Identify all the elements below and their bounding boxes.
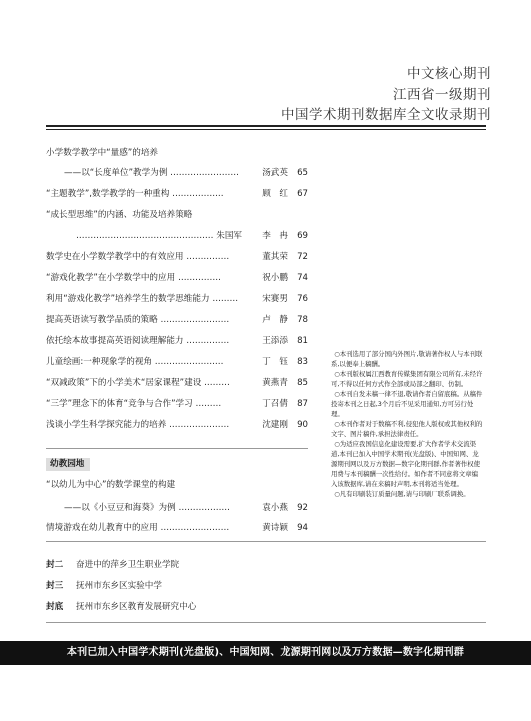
banner-top-rule — [46, 622, 486, 623]
section-divider — [46, 448, 308, 449]
toc-entry[interactable]: 浅谈小学生科学探究能力的培养 ………………… 沈建刚 90 — [46, 420, 308, 430]
bottom-divider — [46, 541, 486, 542]
publisher-notes — [331, 349, 483, 499]
top-rule-thick — [46, 125, 486, 127]
top-rule-thin — [46, 129, 486, 130]
toc-entry[interactable]: 数学史在小学数学教学中的有效应用 …………… 董其荣 72 — [46, 252, 308, 262]
toc-entry[interactable]: “以幼儿为中心”的数学课堂的构建 — [46, 480, 176, 490]
toc-entry[interactable]: ——以“长度单位”教学为例 …………………… 汤武英 65 — [64, 168, 308, 178]
toc-entry[interactable]: “主题教学”,数学教学的一种重构 ……………… 顾 红 67 — [46, 189, 308, 199]
note-item: ○凡有印刷装订质量问题,请与印刷厂联系调换。 — [334, 490, 470, 498]
indexing-banner: 本刊已加入中国学术期刊(光盘版)、中国知网、龙源期刊网以及万方数据—数字化期刊群 — [0, 641, 531, 665]
toc-entry[interactable]: 利用“游戏化教学”培养学生的数学思维能力 ……… 宋赛男 76 — [46, 294, 308, 304]
toc-entry[interactable]: ——以《小豆豆和海葵》为例 ……………… 袁小燕 92 — [64, 503, 308, 513]
header-line-2: 江西省一级期刊 — [393, 87, 491, 103]
toc-entry[interactable]: “三学”理念下的体育“竞争与合作”学习 ……… 丁召倩 87 — [46, 399, 308, 409]
note-item: ○为适应我国信息化建设需要,扩大作者学术交流渠道,本刊已加入中国学术期刊(光盘版)、中国知网、龙源期刊网以及万方数据—数字化期刊群,作者著作权使用费与本刊稿酬一次性给付。如作者不同意将文章编入该数据库,请在来稿时声明,本刊将适当处理。 — [331, 440, 481, 488]
note-item: ○本刊版权属江西教育传媒集团有限公司所有,未经许可,不得以任何方式作全部或局部之翻印、仿制。 — [331, 370, 483, 388]
header-line-1: 中文核心期刊 — [407, 66, 491, 82]
note-item: ○本刊作者对于数稿不利,侵犯他人版权或其他权利的文字、图片稿件,承担法律责任。 — [331, 420, 483, 438]
table-of-contents — [46, 146, 308, 446]
toc-entry[interactable]: 依托绘本故事提高英语阅读理解能力 …………… 王添添 81 — [46, 336, 308, 346]
cover-credit-inside-back: 封三 抚州市东乡区实验中学 — [46, 581, 162, 591]
note-item: ○本刊自发未稿一律不退,敬请作者自留底稿。从稿件投寄本刊之日起,3个月后不见采用通知,方可另行处理。 — [331, 390, 483, 418]
header-line-3: 中国学术期刊数据库全文收录期刊 — [281, 107, 491, 123]
toc-entry[interactable]: 儿童绘画:一种现象学的视角 …………………… 丁 钰 83 — [46, 357, 308, 367]
toc-entry[interactable]: “成长型思维”的内涵、功能及培养策略 — [46, 210, 193, 220]
toc-entry[interactable]: 提高英语读写教学品质的策略 …………………… 卢 静 78 — [46, 315, 308, 325]
section-label: 幼教园地 — [46, 458, 90, 471]
toc-entry[interactable]: 小学数学教学中“量感”的培养 — [46, 148, 159, 158]
note-item: ○本刊选用了部分国内外图片,敬请著作权人与本刊联系,以便奉上稿酬。 — [331, 350, 483, 368]
cover-credit-inside-front: 封二 奋进中的萍乡卫生职业学院 — [46, 560, 180, 570]
toc-entry[interactable]: “双减政策”下的小学美术“居家课程”建设 ……… 黄燕青 85 — [46, 378, 308, 388]
toc-entry[interactable]: 情境游戏在幼儿教育中的应用 …………………… 黄诗颖 94 — [46, 523, 308, 533]
toc-entry[interactable]: “游戏化教学”在小学数学中的应用 …………… 祝小鹏 74 — [46, 273, 308, 283]
toc-entry[interactable]: ………………………………………… 朱国军 李 冉 69 — [76, 231, 308, 241]
section-kindergarten — [46, 458, 308, 538]
cover-credit-back: 封底 抚州市东乡区教育发展研究中心 — [46, 602, 197, 612]
